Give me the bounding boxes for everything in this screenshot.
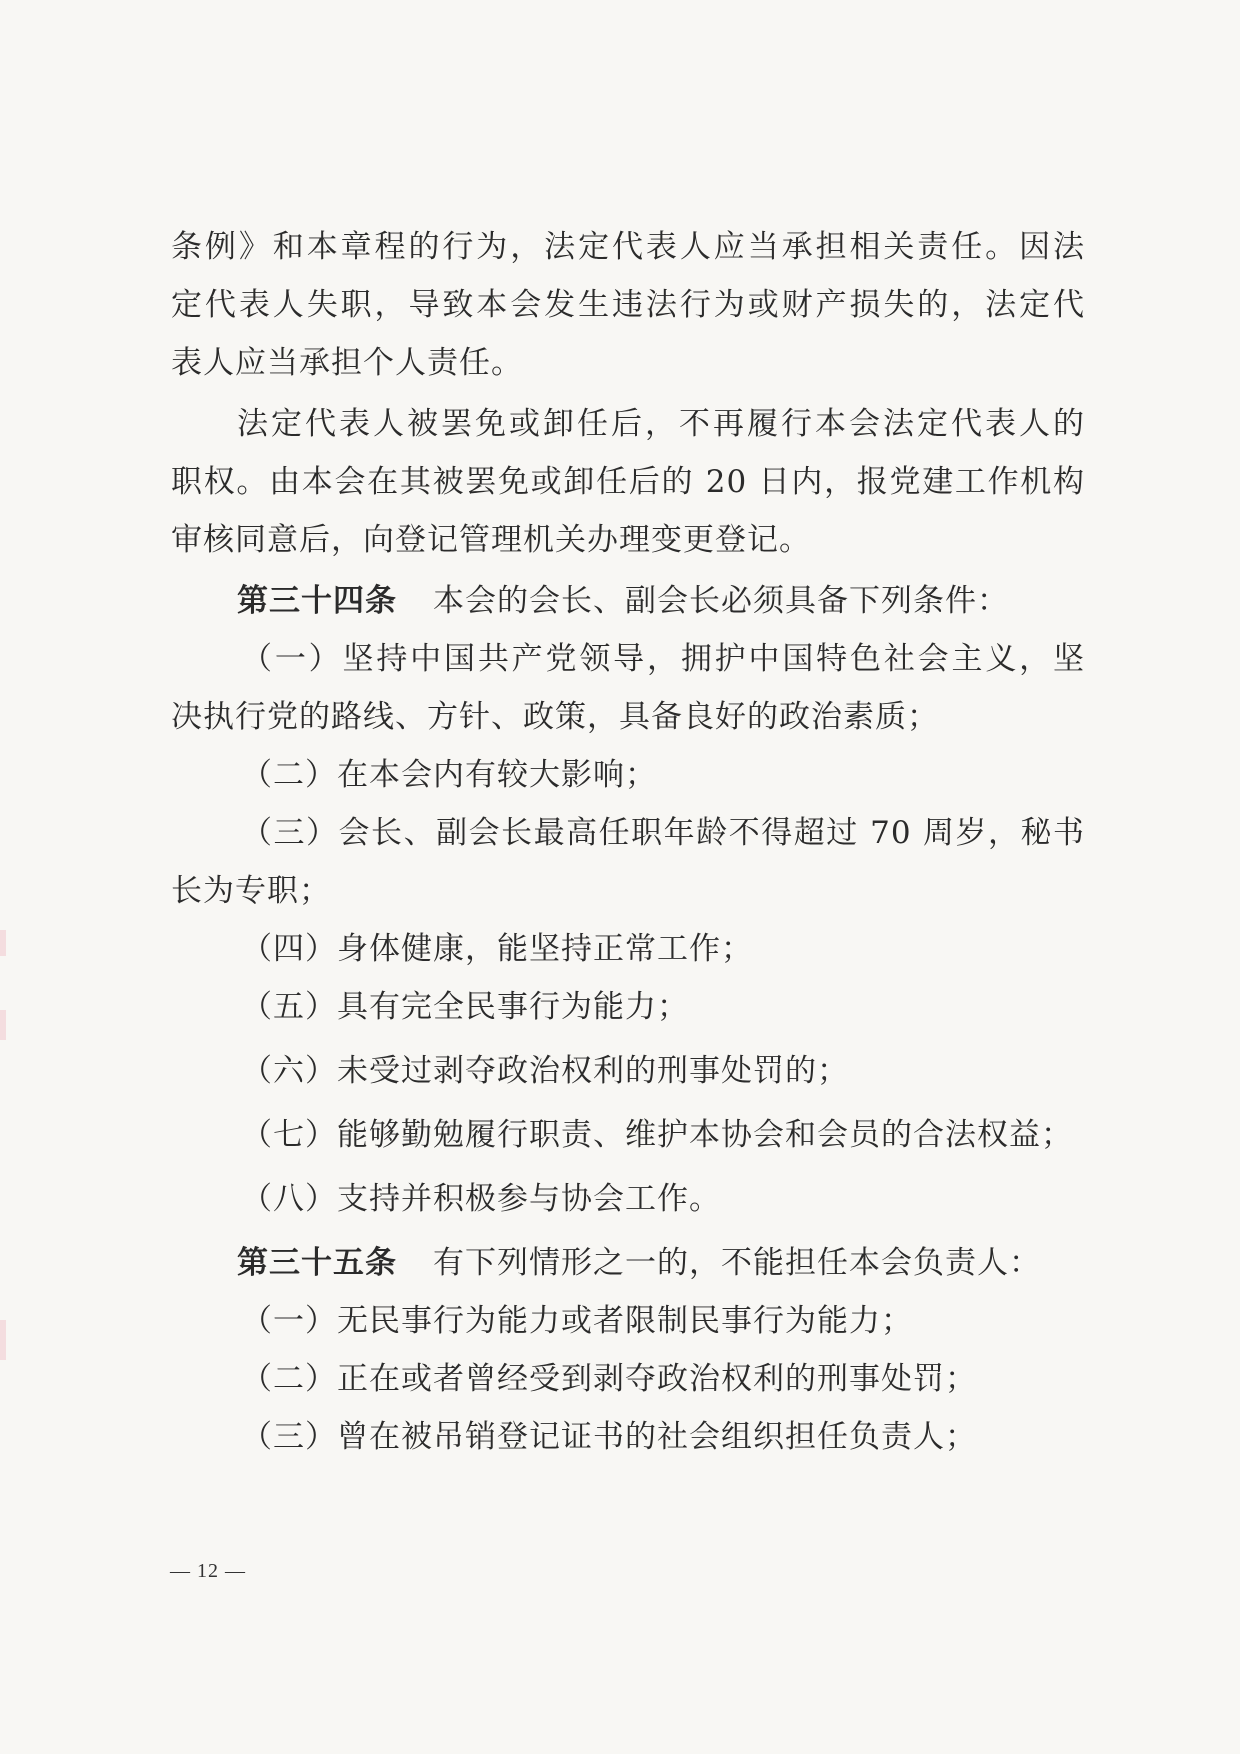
article35-title: 第三十五条: [237, 1245, 397, 1281]
article35-heading: [171, 1234, 1085, 1292]
article34-item2: （二）在本会内有较大影响；: [241, 757, 657, 793]
article34-item6: （六）未受过剥夺政治权利的刑事处罚的；: [241, 1053, 849, 1089]
article34-item3-line2: 长为专职；: [171, 873, 331, 909]
paragraph1-line2: 定代表人失职，导致本会发生违法行为或财产损失的，法定代: [171, 287, 1085, 323]
paragraph1-line3: 表人应当承担个人责任。: [171, 345, 523, 381]
article34-heading: [171, 572, 1085, 630]
paragraph2-line2: 职权。由本会在其被罢免或卸任后的 20 日内，报党建工作机构: [171, 464, 1085, 500]
scan-edge-mark-3: [0, 1320, 6, 1360]
article34-item4: （四）身体健康，能坚持正常工作；: [241, 931, 753, 967]
article35-item1: （一）无民事行为能力或者限制民事行为能力；: [241, 1303, 913, 1339]
paragraph1-line1: 条例》和本章程的行为，法定代表人应当承担相关责任。因法: [171, 229, 1085, 265]
article34-item1-line2: 决执行党的路线、方针、政策，具备良好的政治素质；: [171, 699, 939, 735]
document-body: [171, 218, 1085, 1466]
paragraph2-line3: 审核同意后，向登记管理机关办理变更登记。: [171, 522, 811, 558]
paragraph2-line1: 法定代表人被罢免或卸任后，不再履行本会法定代表人的: [237, 406, 1085, 442]
page-number: — 12 —: [170, 1560, 246, 1582]
article34-item5: （五）具有完全民事行为能力；: [241, 989, 689, 1025]
scan-edge-mark-2: [0, 1010, 6, 1040]
article34-item7: （七）能够勤勉履行职责、维护本协会和会员的合法权益；: [241, 1117, 1073, 1153]
article34-item8: （八）支持并积极参与协会工作。: [241, 1181, 721, 1217]
article35-text: 有下列情形之一的，不能担任本会负责人：: [433, 1245, 1041, 1281]
scan-edge-mark-1: [0, 930, 6, 956]
article35-item3: （三）曾在被吊销登记证书的社会组织担任负责人；: [241, 1419, 977, 1455]
article34-item3-line1: （三）会长、副会长最高任职年龄不得超过 70 周岁，秘书: [241, 815, 1085, 851]
article35-item2: （二）正在或者曾经受到剥夺政治权利的刑事处罚；: [241, 1361, 977, 1397]
article34-item1-line1: （一）坚持中国共产党领导，拥护中国特色社会主义，坚: [241, 641, 1085, 677]
article34-title: 第三十四条: [237, 583, 397, 619]
article34-text: 本会的会长、副会长必须具备下列条件：: [433, 583, 1009, 619]
